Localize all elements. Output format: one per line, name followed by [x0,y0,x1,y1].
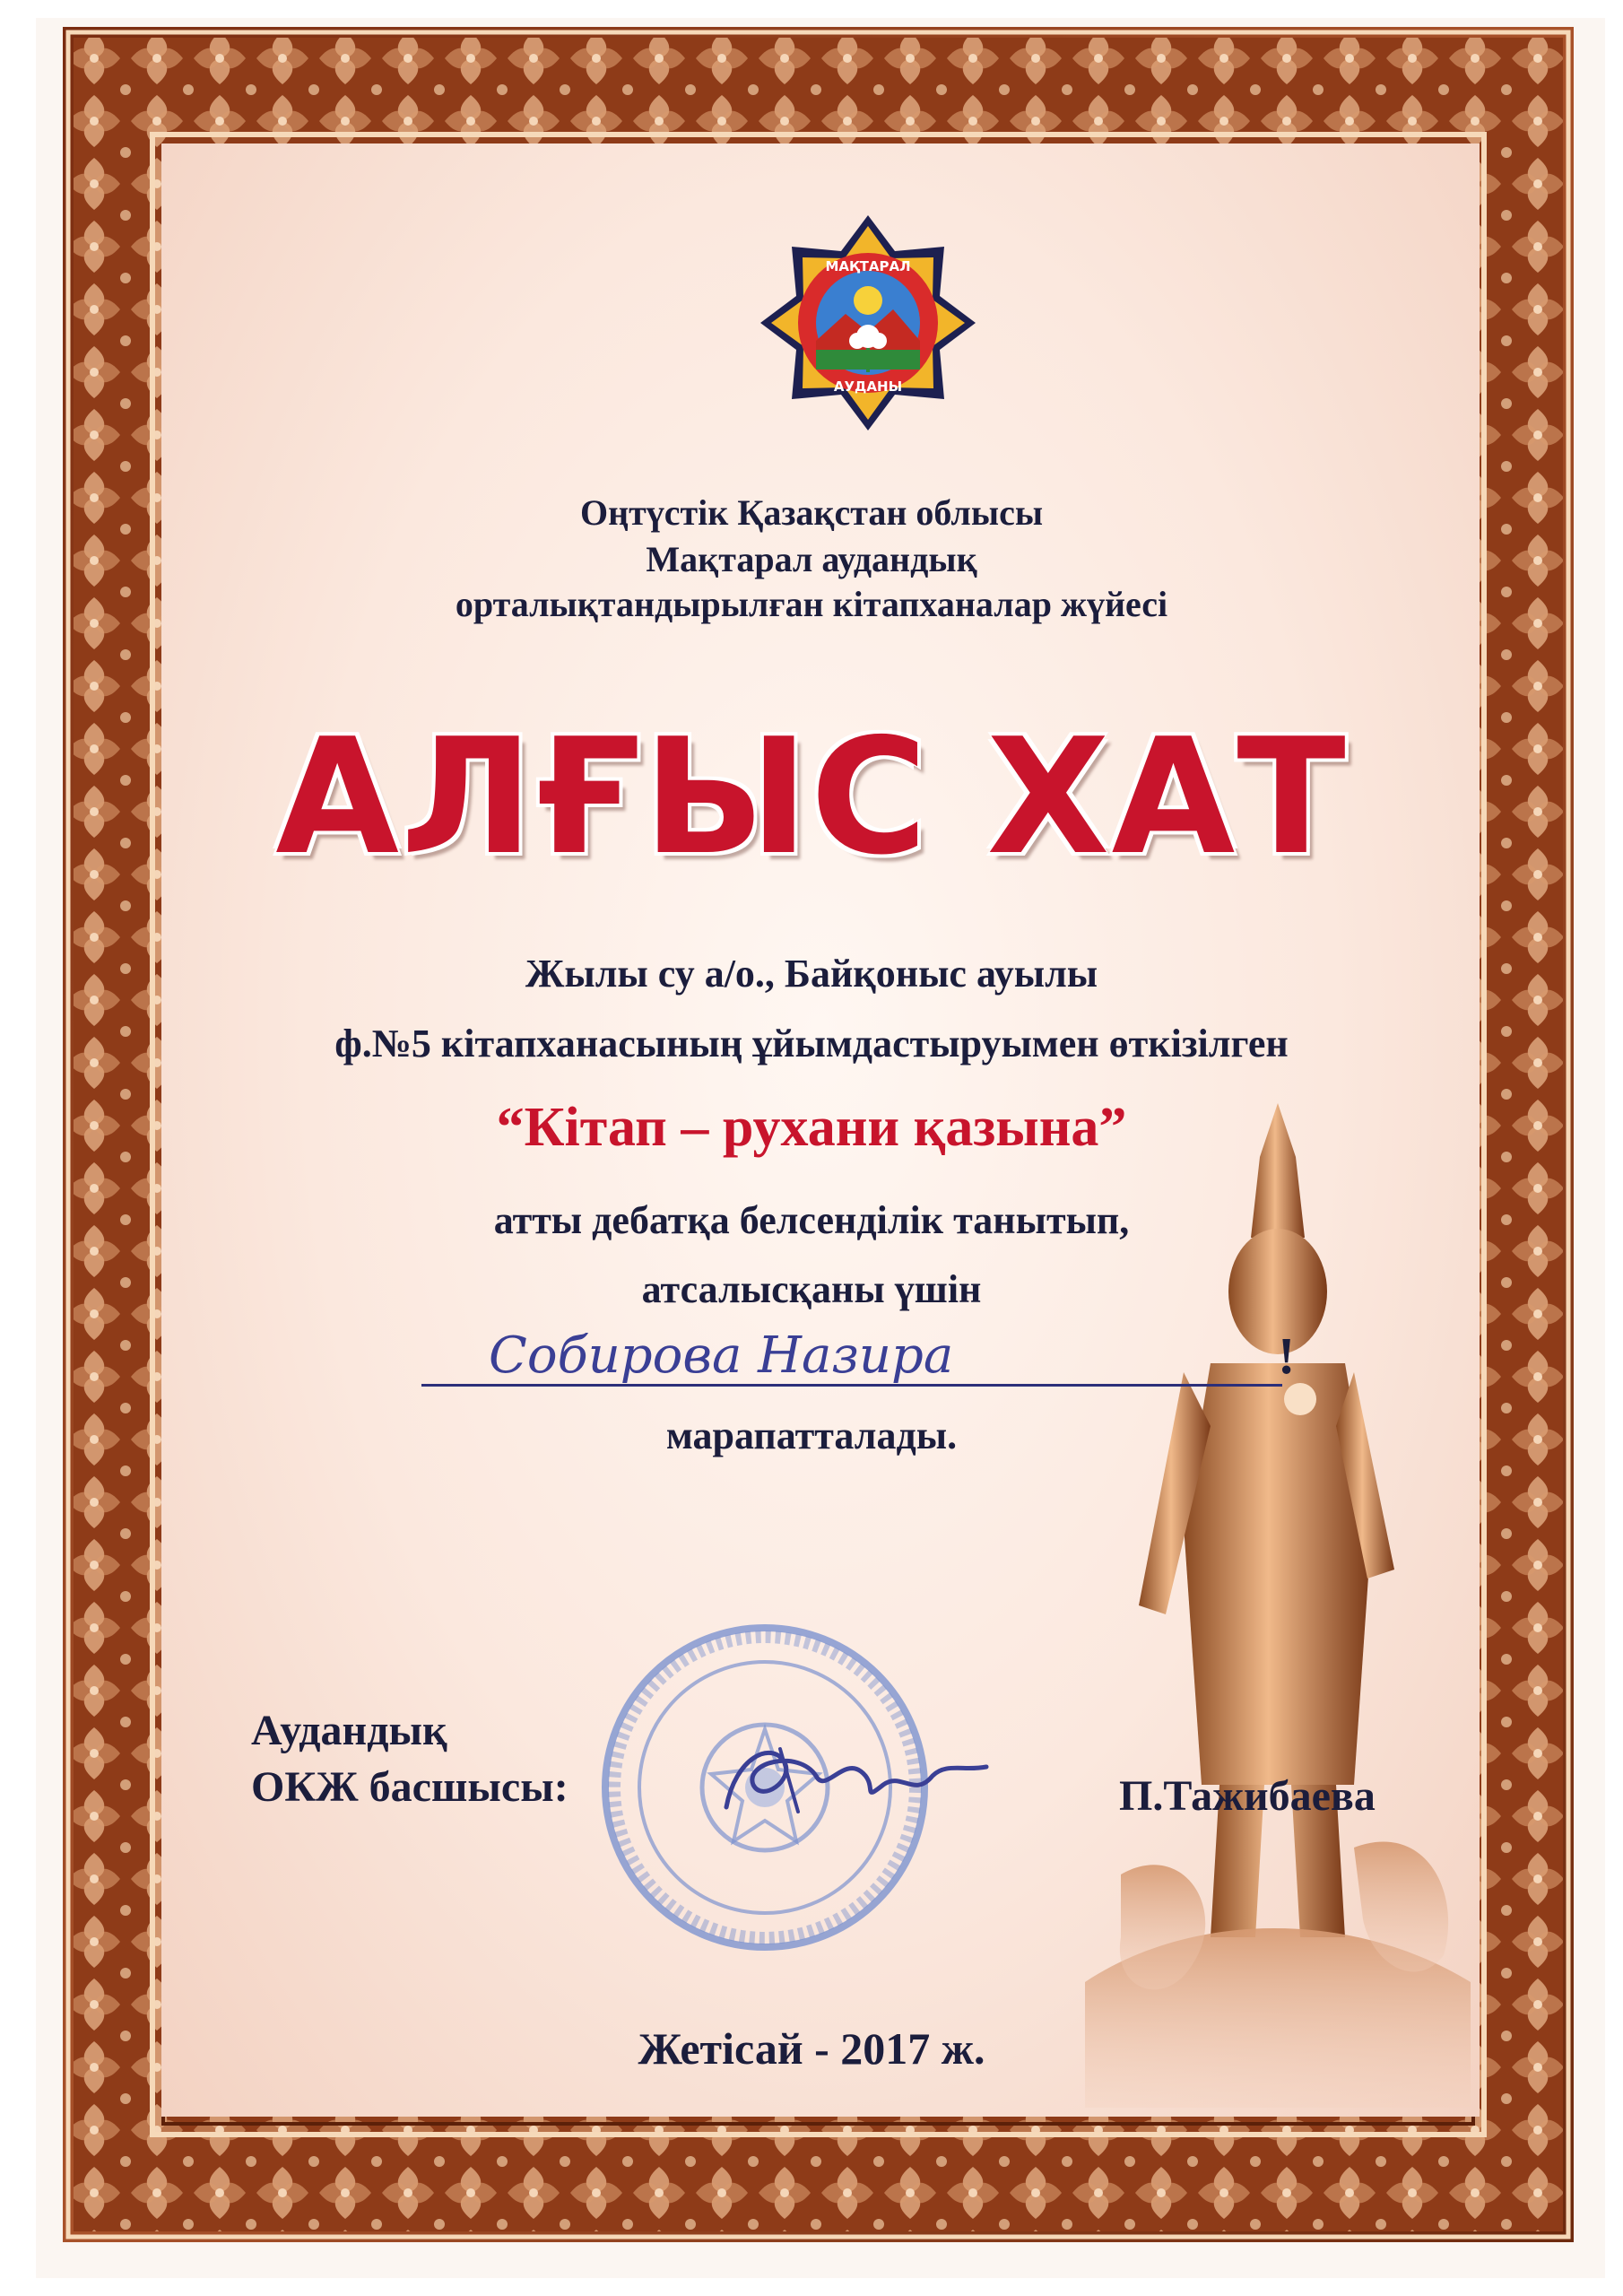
body-line-village: Жылы су а/о., Байқоныс ауылы [525,952,1098,996]
header-line-region: Оңтүстік Қазақстан облысы [579,492,1044,533]
body-line-debate: атты дебатқа белсенділік танытып, [493,1198,1130,1242]
district-emblem-icon [760,215,976,430]
place-and-year: Жетісай - 2017 ж. [638,2023,985,2074]
header-line-district: Мақтарал аудандық [646,539,977,579]
handwritten-signature [708,1722,995,1839]
signatory-title-line2: ОКЖ басшысы: [251,1763,568,1811]
svg-text:АУДАНЫ: АУДАНЫ [833,378,903,395]
body-line-library: ф.№5 кітапханасының ұйымдастыруымен өткізілген [334,1022,1289,1065]
certificate-title: АЛҒЫС ХАТ [275,704,1348,890]
signatory-title-line1: Аудандық [251,1707,447,1754]
signatory-name: П.Тажибаева [1119,1772,1376,1820]
golden-warrior-statue-image [1085,1103,1471,2108]
svg-text:Собирова Назира: Собирова Назира [489,1326,954,1385]
exclamation-mark: ! [1278,1326,1296,1385]
recipient-underline [421,1384,1282,1387]
recipient-name-handwritten [408,1300,1305,1390]
svg-text:МАҚТАРАЛ: МАҚТАРАЛ [825,258,911,274]
body-line-participation: атсалысқаны үшін [641,1267,982,1311]
header-line-library-system: орталықтандырылған кітапханалар жүйесі [455,584,1168,624]
awarded-text: марапатталады. [665,1413,958,1457]
event-title: “Кітап – рухани қазына” [496,1097,1127,1158]
